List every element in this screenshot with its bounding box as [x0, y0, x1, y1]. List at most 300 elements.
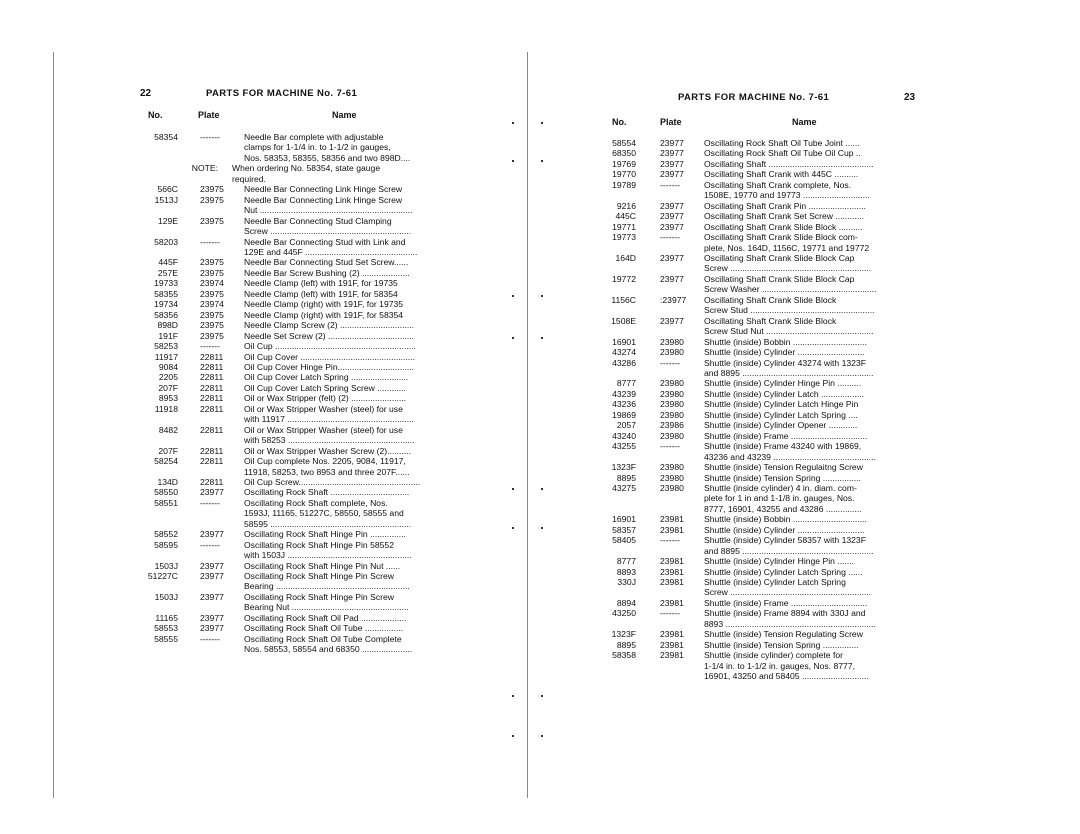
part-number: 445C: [615, 211, 636, 222]
part-number: 2057: [616, 420, 636, 431]
part-name-line: Needle Bar Connecting Link Hinge Screw: [244, 184, 403, 195]
part-row: [140, 257, 460, 267]
binding-mark: [512, 122, 514, 124]
part-name: [226, 561, 460, 571]
part-row: [140, 404, 460, 425]
part-name: [226, 184, 460, 194]
part-row: [140, 237, 460, 258]
part-row: [140, 446, 460, 456]
part-name: [226, 383, 460, 393]
part-name: [684, 441, 918, 462]
part-number: 207F: [158, 382, 178, 393]
part-row: [140, 383, 460, 393]
plate-number: 23977: [200, 612, 224, 623]
part-name: [684, 483, 918, 514]
part-name-line: Oscillating Shaft Crank Slide Block Cap: [704, 252, 855, 263]
part-name: [684, 211, 918, 221]
plate-number: 23981: [660, 577, 684, 588]
plate-number: 23980: [660, 388, 684, 399]
part-name: [226, 132, 460, 163]
part-row: [140, 425, 460, 446]
plate-number: 23975: [200, 309, 224, 320]
part-name: [684, 169, 918, 179]
part-row: [606, 420, 918, 430]
part-name-line: Oscillating Rock Shaft Hinge Pin Screw: [244, 571, 394, 582]
part-number: 129E: [157, 215, 178, 226]
left-margin-line: [53, 52, 54, 798]
part-name: [226, 352, 460, 362]
header-no: No.: [148, 110, 163, 120]
part-row: [606, 431, 918, 441]
header-plate: Plate: [660, 117, 682, 127]
part-number: 8777: [616, 556, 636, 567]
part-name-line: Oscillating Shaft ............................................: [704, 158, 874, 169]
part-name-line: Oil or Wax Stripper Washer Screw (2)..........: [244, 445, 411, 456]
part-name-line: Oscillating Shaft Crank complete, Nos.: [704, 179, 852, 190]
part-name: [684, 378, 918, 388]
part-number: 1513J: [154, 194, 178, 205]
plate-number: 23981: [660, 650, 684, 661]
part-name: [684, 389, 918, 399]
binding-mark: [512, 488, 514, 490]
part-name: [684, 420, 918, 430]
plate-number: 23977: [660, 138, 684, 148]
plate-number: 23977: [660, 200, 684, 211]
binding-mark: [512, 527, 514, 529]
part-name-line: Shuttle (inside) Cylinder ............................: [704, 347, 865, 358]
part-row: [140, 268, 460, 278]
part-name: [684, 337, 918, 347]
part-name-line: Shuttle (inside) Frame 8894 with 330J and: [704, 608, 866, 619]
part-row: [606, 358, 918, 379]
part-name-line: Needle Bar complete with adjustable: [244, 132, 384, 142]
plate-number: 23974: [200, 299, 224, 310]
part-name: [684, 535, 918, 556]
part-row: [606, 274, 918, 295]
part-row: [606, 389, 918, 399]
part-name-line: Shuttle (inside) Cylinder Latch Spring ......: [704, 566, 863, 577]
part-row: [140, 393, 460, 403]
part-name-line: Needle Bar Connecting Stud with Link and: [244, 236, 406, 247]
part-number: 1323F: [611, 629, 636, 640]
plate-number: -------: [660, 232, 681, 243]
binding-mark: [541, 122, 543, 124]
plate-number: 22811: [200, 351, 224, 362]
part-name-line: with 1503J ....................................................: [244, 550, 412, 561]
part-number: 1503J: [154, 560, 178, 571]
part-name-line: Oil Cup Cover Latch Spring Screw ............: [244, 382, 406, 393]
binding-mark: [512, 337, 514, 339]
binding-mark: [541, 160, 543, 162]
part-name-line: Screw ...........................................................: [704, 263, 872, 274]
part-number: 43250: [612, 608, 636, 619]
part-row: [606, 410, 918, 420]
part-row: [606, 211, 918, 221]
part-row: [606, 577, 918, 598]
part-number: 16901: [612, 514, 636, 525]
plate-number: 23981: [660, 597, 684, 608]
part-number: 58552: [154, 529, 178, 540]
part-name-line: Shuttle (inside cylinder) 4 in. diam. com-: [704, 482, 857, 493]
part-name: [684, 148, 918, 158]
part-name: [684, 525, 918, 535]
plate-number: 22811: [200, 382, 224, 393]
part-name-line: Oscillating Rock Shaft Oil Tube Oil Cup ..: [704, 148, 861, 159]
part-number: 191F: [158, 330, 178, 341]
part-number: 43274: [612, 347, 636, 358]
part-row: [606, 629, 918, 639]
part-name: [226, 613, 460, 623]
part-name-line: Oscillating Shaft Crank Slide Block: [704, 315, 837, 326]
plate-number: 22811: [200, 403, 224, 414]
part-name-line: Nut ................................................................: [244, 205, 413, 216]
part-row: [606, 650, 918, 681]
part-row: [140, 634, 460, 655]
part-name: [226, 446, 460, 456]
part-row: [606, 608, 918, 629]
part-name: [226, 634, 460, 655]
part-number: 19734: [154, 299, 178, 310]
part-number: 43275: [612, 482, 636, 493]
part-name-line: 1-1/4 in. to 1-1/2 in. gauges, Nos. 8777,: [704, 660, 855, 671]
part-row: [606, 148, 918, 158]
part-name: [226, 477, 460, 487]
part-name-line: Oil Cup ...........................................................: [244, 341, 416, 352]
part-number: 8893: [616, 566, 636, 577]
part-row: [140, 456, 460, 477]
part-name: [226, 592, 460, 613]
plate-number: 23977: [660, 169, 684, 180]
part-number: 19772: [612, 273, 636, 284]
plate-number: 22811: [200, 393, 224, 404]
part-name: [226, 299, 460, 309]
part-number: 2205: [158, 372, 178, 383]
part-row: [140, 310, 460, 320]
part-name: [226, 372, 460, 382]
binding-mark: [541, 695, 543, 697]
part-name: [684, 598, 918, 608]
part-name-line: Shuttle (inside cylinder) complete for: [704, 650, 843, 661]
part-name: [218, 163, 460, 184]
part-number: 9216: [616, 200, 636, 211]
part-row: [140, 561, 460, 571]
part-number: 9084: [158, 361, 178, 372]
part-name-line: When ordering No. 58354, state gauge: [232, 163, 381, 174]
part-number: 19769: [612, 158, 636, 169]
plate-number: 23977: [660, 148, 684, 159]
part-name-line: with 58253 .....................................................: [244, 435, 415, 446]
part-name: [684, 462, 918, 472]
plate-number: 23977: [660, 252, 684, 263]
page-title: PARTS FOR MACHINE No. 7-61: [206, 88, 358, 99]
part-number: 134D: [157, 476, 178, 487]
part-name-line: Oil or Wax Stripper (felt) (2) .......................: [244, 393, 407, 404]
plate-number: 23981: [660, 629, 684, 640]
part-number: 51227C: [147, 571, 178, 582]
part-row: [140, 320, 460, 330]
part-name-line: Bearing Nut .................................................: [244, 602, 409, 613]
part-number: 8895: [616, 472, 636, 483]
part-row: [606, 525, 918, 535]
part-number: 164D: [615, 252, 636, 263]
plate-number: 23977: [200, 591, 224, 602]
plate-number: 23975: [200, 320, 224, 331]
part-row: [140, 571, 460, 592]
part-name: [684, 567, 918, 577]
part-name-line: and 8895 .......................................................: [704, 545, 874, 556]
binding-mark: [512, 160, 514, 162]
part-name-line: with 11917 .....................................................: [244, 414, 414, 425]
plate-number: -------: [660, 179, 681, 190]
part-number: 43240: [612, 430, 636, 441]
part-row: [606, 441, 918, 462]
part-number: 58555: [154, 633, 178, 644]
part-row: [606, 535, 918, 556]
header-name: Name: [792, 117, 817, 127]
part-row: [140, 477, 460, 487]
part-row: [140, 278, 460, 288]
part-row: [140, 132, 460, 163]
part-name-line: Oscillating Shaft Crank Slide Block com-: [704, 232, 858, 243]
part-name-line: Oscillating Rock Shaft Hinge Pin Nut ......: [244, 560, 401, 571]
page-number: 23: [904, 92, 916, 103]
part-number: 8482: [158, 424, 178, 435]
part-name: [226, 331, 460, 341]
part-name: [226, 310, 460, 320]
part-name-line: Needle Bar Connecting Link Hinge Screw: [244, 194, 403, 205]
part-row: [140, 372, 460, 382]
part-number: 58554: [612, 138, 636, 148]
part-name-line: Nos. 58553, 58554 and 68350 .....................: [244, 644, 413, 655]
plate-number: 23977: [200, 623, 224, 634]
part-number: 58358: [612, 650, 636, 661]
part-number: 1508E: [611, 315, 636, 326]
part-name: [684, 556, 918, 566]
plate-number: 23981: [660, 524, 684, 535]
plate-number: 23980: [660, 378, 684, 389]
part-number: 11918: [154, 403, 178, 414]
part-name-line: Oscillating Shaft Crank Slide Block ..........: [704, 221, 863, 232]
part-name-line: Oil Cup complete Nos. 2205, 9084, 11917,: [244, 456, 406, 467]
part-number: 19733: [154, 278, 178, 289]
plate-number: -------: [660, 535, 681, 546]
part-name: [684, 274, 918, 295]
part-name-line: Oil or Wax Stripper Washer (steel) for use: [244, 403, 403, 414]
part-number: 8894: [616, 597, 636, 608]
part-row: [606, 347, 918, 357]
part-name-line: 11918, 58253, two 8953 and three 207F......: [244, 466, 410, 477]
part-name-line: plete for 1 in and 1-1/8 in. gauges, Nos.: [704, 493, 855, 504]
part-name-line: Shuttle (inside) Cylinder 58357 with 1323F: [704, 535, 866, 546]
plate-number: -------: [200, 341, 221, 352]
part-number: 58355: [154, 288, 178, 299]
part-name: [684, 473, 918, 483]
part-row: [606, 232, 918, 253]
part-name-line: Oscillating Rock Shaft Oil Pad ...................: [244, 612, 407, 623]
plate-number: 23986: [660, 420, 684, 431]
part-name: [226, 341, 460, 351]
part-name-line: Shuttle (inside) Cylinder Hinge Pin ..........: [704, 378, 862, 389]
plate-number: -------: [660, 357, 681, 368]
part-name: [226, 623, 460, 633]
part-name-line: Oil or Wax Stripper Washer (steel) for use: [244, 424, 403, 435]
part-row: [140, 540, 460, 561]
part-number: 445F: [158, 257, 178, 268]
part-row: [606, 556, 918, 566]
binding-mark: [541, 337, 543, 339]
header-name: Name: [332, 110, 357, 120]
part-number: 207F: [158, 445, 178, 456]
part-row: [606, 169, 918, 179]
part-name-line: 58595 ...........................................................: [244, 518, 412, 529]
part-number: 58405: [612, 535, 636, 546]
binding-mark: [541, 295, 543, 297]
plate-number: 22811: [200, 424, 224, 435]
part-number: 58254: [154, 456, 178, 467]
part-row: [606, 462, 918, 472]
plate-number: -------: [200, 539, 221, 550]
part-name-line: Screw ...........................................................: [704, 587, 872, 598]
part-name-line: Shuttle (inside) Cylinder Latch Spring ....: [704, 409, 858, 420]
plate-number: 23975: [200, 257, 224, 268]
part-name: [226, 456, 460, 477]
note-row: [140, 163, 460, 184]
part-name-line: Oscillating Rock Shaft Hinge Pin 58552: [244, 539, 394, 550]
part-name-line: Screw Stud ....................................................: [704, 305, 875, 316]
page-title: PARTS FOR MACHINE No. 7-61: [678, 92, 830, 103]
part-name: [684, 180, 918, 201]
header-plate: Plate: [198, 110, 220, 120]
part-number: 8777: [616, 378, 636, 389]
part-name-line: 16901, 43250 and 58405 ............................: [704, 671, 869, 682]
part-number: 68350: [612, 148, 636, 159]
part-number: 58354: [154, 132, 178, 142]
part-name: [226, 268, 460, 278]
part-name: [684, 295, 918, 316]
binding-mark: [541, 527, 543, 529]
plate-number: 23977: [660, 315, 684, 326]
part-row: [140, 341, 460, 351]
part-number: 11917: [154, 351, 178, 362]
plate-number: 23981: [660, 566, 684, 577]
parts-table: [606, 138, 918, 682]
part-row: [140, 299, 460, 309]
part-name: [684, 629, 918, 639]
part-name-line: Oscillating Rock Shaft Oil Tube Complete: [244, 633, 402, 644]
part-name: [226, 529, 460, 539]
part-number: 43255: [612, 441, 636, 452]
part-name-line: Shuttle (inside) Tension Regulating Screw: [704, 629, 863, 640]
part-number: 8953: [158, 393, 178, 404]
part-name: [226, 571, 460, 592]
part-row: [140, 216, 460, 237]
part-name: [684, 358, 918, 379]
part-name: [684, 232, 918, 253]
part-row: [606, 337, 918, 347]
part-name-line: Oscillating Rock Shaft Hinge Pin ...............: [244, 529, 406, 540]
part-name: [684, 650, 918, 681]
part-name-line: Shuttle (inside) Cylinder 43274 with 1323F: [704, 357, 866, 368]
part-name: [226, 320, 460, 330]
part-name-line: Oscillating Shaft Crank with 445C ..........: [704, 169, 859, 180]
part-name: [226, 362, 460, 372]
part-name-line: Needle Clamp (right) with 191F, for 58354: [244, 309, 404, 320]
part-name: [226, 487, 460, 497]
plate-number: -------: [200, 236, 221, 247]
part-name-line: 43236 and 43239 ...........................................: [704, 451, 876, 462]
plate-number: -------: [660, 608, 681, 619]
part-name-line: Oscillating Rock Shaft Oil Tube ................: [244, 623, 404, 634]
part-name-line: Shuttle (inside) Cylinder Hinge Pin .......: [704, 556, 854, 567]
plate-number: 23980: [660, 409, 684, 420]
part-name-line: clamps for 1-1/4 in. to 1-1/2 in gauges,: [244, 142, 391, 153]
part-name: [684, 410, 918, 420]
part-name-line: Oscillating Shaft Crank Pin ........................: [704, 200, 866, 211]
part-name: [226, 237, 460, 258]
part-row: [606, 138, 918, 148]
part-row: [606, 640, 918, 650]
part-row: [606, 598, 918, 608]
part-name: [226, 278, 460, 288]
part-name-line: Oscillating Rock Shaft .................................: [244, 487, 410, 498]
part-number: 330J: [617, 577, 636, 588]
plate-number: 23980: [660, 462, 684, 473]
part-name: [684, 399, 918, 409]
part-row: [140, 289, 460, 299]
part-name-line: Shuttle (inside) Frame ................................: [704, 597, 868, 608]
part-row: [140, 184, 460, 194]
part-number: 58595: [154, 539, 178, 550]
part-row: [140, 487, 460, 497]
plate-number: :23977: [660, 294, 687, 305]
part-name: [684, 222, 918, 232]
part-name-line: 129E and 445F ...............................................: [244, 246, 418, 257]
part-name-line: Screw Stud Nut .............................................: [704, 326, 874, 337]
plate-number: 22811: [200, 361, 224, 372]
plate-number: 23977: [660, 158, 684, 169]
part-name-line: Oil Cup Cover Latch Spring ........................: [244, 372, 409, 383]
part-name: [226, 393, 460, 403]
part-number: 566C: [157, 184, 178, 195]
part-name: [684, 577, 918, 598]
plate-number: 22811: [200, 445, 224, 456]
plate-number: 23975: [200, 194, 224, 205]
part-name-line: Shuttle (inside) Tension Regulaitng Screw: [704, 462, 863, 473]
part-name-line: and 8895 .......................................................: [704, 367, 874, 378]
part-number: 58253: [154, 341, 178, 352]
binding-mark: [512, 735, 514, 737]
part-name-line: Oscillating Shaft Crank Set Screw ............: [704, 211, 864, 222]
part-name-line: 1508E, 19770 and 19773 ............................: [704, 190, 870, 201]
part-name: [684, 514, 918, 524]
part-number: 8895: [616, 639, 636, 650]
plate-number: -------: [200, 497, 221, 508]
part-name: [226, 195, 460, 216]
part-name: [226, 498, 460, 529]
part-row: [606, 316, 918, 337]
part-name-line: Oscillating Rock Shaft Hinge Pin Screw: [244, 591, 394, 602]
part-name-line: Nos. 58353, 58355, 58356 and two 898D....: [244, 152, 411, 163]
part-row: [140, 331, 460, 341]
part-name-line: Oscillating Shaft Crank Slide Block: [704, 294, 837, 305]
part-number: 19771: [612, 221, 636, 232]
part-name-line: Oil Cup Cover ................................................: [244, 351, 415, 362]
part-row: [606, 180, 918, 201]
part-number: 58203: [154, 236, 178, 247]
plate-number: 23975: [200, 267, 224, 278]
part-number: 58551: [154, 497, 178, 508]
part-row: [606, 201, 918, 211]
